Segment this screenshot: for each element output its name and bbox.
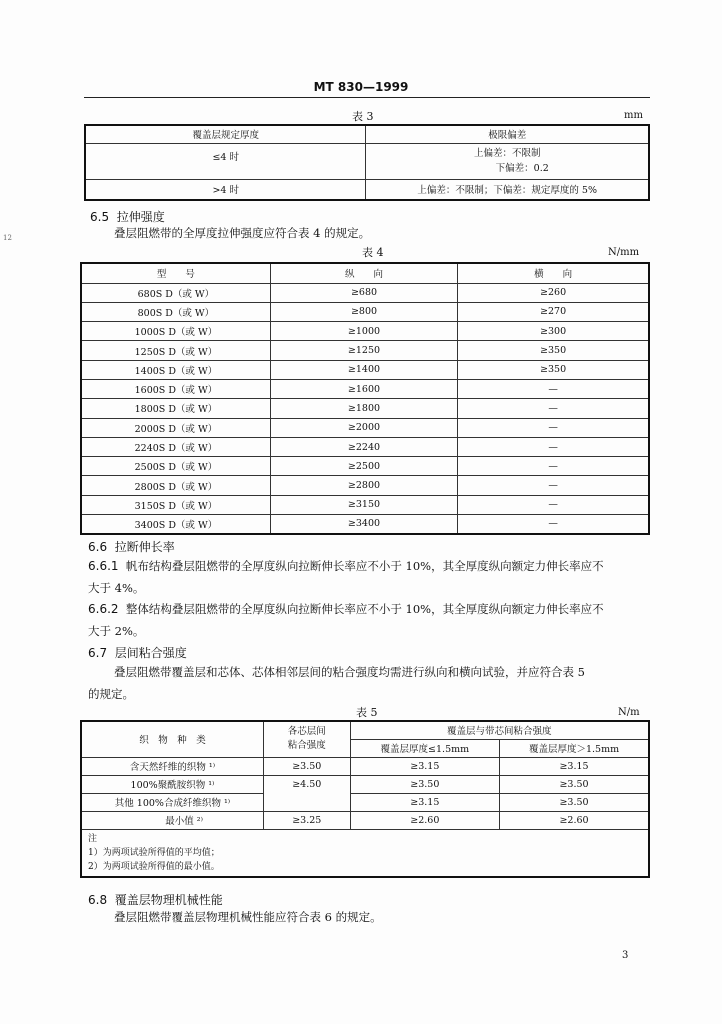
table4-cell-longitudinal: ≥1000	[270, 322, 457, 341]
table3-cell-deviation	[366, 143, 649, 179]
table5-cell-thick: ≥3.50	[500, 775, 649, 793]
table5-cell-layer: ≥3.50	[263, 757, 350, 775]
table4-cell-longitudinal: ≥3400	[270, 515, 457, 534]
table4-cell-transverse: ≥300	[458, 322, 649, 341]
table-row	[81, 360, 649, 379]
table4-cell-transverse: —	[458, 418, 649, 437]
table5-cell-thin: ≥3.15	[350, 757, 499, 775]
table-row	[81, 495, 649, 514]
table5-note-heading: 注	[88, 833, 98, 844]
section-6-7-line2: 的规定。	[88, 687, 134, 701]
table5-notes	[81, 829, 649, 877]
table4-cell-longitudinal: ≥800	[270, 302, 457, 321]
table5-unit: N/m	[618, 707, 640, 718]
table-row	[81, 793, 649, 811]
section-6-6-1-line1: 帆布结构叠层阻燃带的全厚度纵向拉断伸长率应不小于 10%，其全厚度纵向额定力伸长率应不	[125, 559, 604, 573]
table4-cell-transverse: —	[458, 515, 649, 534]
table4-cell-longitudinal: ≥1800	[270, 399, 457, 418]
table3-header-thickness: 覆盖层规定厚度	[85, 125, 366, 143]
table5-note-1: 1）为两项试验所得值的平均值；	[88, 847, 220, 858]
section-6-6-1	[88, 555, 648, 599]
table5-cell-fabric: 其他 100%合成纤维织物 ¹⁾	[81, 793, 263, 811]
table4-cell-model: 1250S D（或 W）	[81, 341, 270, 360]
table4-cell-model: 800S D（或 W）	[81, 302, 270, 321]
table4-cell-model: 3400S D（或 W）	[81, 515, 270, 534]
table3-cell-thickness: ≤4 时	[85, 143, 366, 179]
table4-caption: 表 4	[362, 246, 384, 259]
table4-cell-longitudinal: ≥2000	[270, 418, 457, 437]
table-row	[81, 283, 649, 302]
table3-header-deviation: 极限偏差	[366, 125, 649, 143]
section-6-6-heading	[88, 538, 175, 555]
table-row	[81, 302, 649, 321]
section-6-7-heading	[88, 644, 187, 661]
table5-cell-thick: ≥3.15	[500, 757, 649, 775]
page-number: 3	[622, 950, 629, 961]
section-6-6-2	[88, 598, 648, 642]
table4-cell-transverse: ≥260	[458, 283, 649, 302]
table4-cell-longitudinal: ≥2500	[270, 457, 457, 476]
header-rule	[84, 97, 650, 98]
section-6-8-text: 叠层阻燃带覆盖层物理机械性能应符合表 6 的规定。	[114, 910, 382, 924]
section-6-7-text	[88, 661, 648, 705]
section-number: 6.8	[88, 893, 108, 907]
table5-cell-layer: ≥3.25	[263, 811, 350, 829]
table-row	[81, 437, 649, 456]
table4-cell-transverse: —	[458, 457, 649, 476]
table4-cell-transverse: —	[458, 379, 649, 398]
section-6-6-2-line1: 整体结构叠层阻燃带的全厚度纵向拉断伸长率应不小于 10%，其全厚度纵向额定力伸长率应不	[125, 602, 604, 616]
table-row	[85, 179, 649, 200]
table5-header-layer	[263, 721, 350, 757]
section-number: 6.6	[88, 540, 108, 554]
table-row	[81, 457, 649, 476]
standard-code: MT 830—1999	[313, 80, 409, 94]
table4-cell-longitudinal: ≥1600	[270, 379, 457, 398]
table4-cell-model: 2000S D（或 W）	[81, 418, 270, 437]
table3	[84, 124, 650, 201]
table4-cell-model: 2800S D（或 W）	[81, 476, 270, 495]
table4-cell-model: 2240S D（或 W）	[81, 437, 270, 456]
table3-cell-thickness: >4 时	[85, 179, 366, 200]
table-row	[81, 757, 649, 775]
margin-mark: 12	[3, 234, 12, 242]
section-number: 6.7	[88, 646, 108, 660]
table-row	[81, 811, 649, 829]
table4-cell-model: 2500S D（或 W）	[81, 457, 270, 476]
table5-cell-fabric: 100%聚酰胺织物 ¹⁾	[81, 775, 263, 793]
table5-cell-thin: ≥3.50	[350, 775, 499, 793]
section-title: 拉伸强度	[116, 210, 165, 224]
table4-cell-longitudinal: ≥1250	[270, 341, 457, 360]
table3-unit: mm	[624, 110, 643, 121]
section-6-6-1-line2: 大于 4%。	[88, 581, 145, 595]
table5-cell-layer: ≥4.50	[263, 775, 350, 811]
section-6-5-text: 叠层阻燃带的全厚度拉伸强度应符合表 4 的规定。	[114, 226, 371, 240]
section-number: 6.6.2	[88, 602, 119, 616]
table-row	[81, 341, 649, 360]
table5-cell-fabric: 最小值 ²⁾	[81, 811, 263, 829]
table-row	[81, 322, 649, 341]
table4-cell-model: 1600S D（或 W）	[81, 379, 270, 398]
table4-cell-transverse: —	[458, 399, 649, 418]
table5	[80, 720, 650, 878]
table4-header-longitudinal: 纵 向	[270, 263, 457, 283]
table3-deviation-line2: 下偏差：0.2	[495, 163, 549, 174]
section-number: 6.6.1	[88, 559, 119, 573]
table4-cell-longitudinal: ≥680	[270, 283, 457, 302]
table4-cell-longitudinal: ≥2800	[270, 476, 457, 495]
section-title: 拉断伸长率	[114, 540, 175, 554]
section-6-6-2-line2: 大于 2%。	[88, 624, 145, 638]
table4-cell-transverse: —	[458, 476, 649, 495]
table4-cell-model: 680S D（或 W）	[81, 283, 270, 302]
table5-cell-fabric: 含天然纤维的织物 ¹⁾	[81, 757, 263, 775]
table5-cell-thick: ≥3.50	[500, 793, 649, 811]
table5-caption: 表 5	[356, 706, 378, 719]
table-row	[81, 418, 649, 437]
table5-header-cover: 覆盖层与带芯间粘合强度	[350, 721, 649, 739]
table4-header-model: 型 号	[81, 263, 270, 283]
table5-note-2: 2）为两项试验所得值的最小值。	[88, 861, 220, 872]
table-row	[81, 379, 649, 398]
table-row	[81, 775, 649, 793]
table3-cell-deviation: 上偏差：不限制；下偏差：规定厚度的 5%	[366, 179, 649, 200]
table-row	[81, 476, 649, 495]
table4-cell-transverse: —	[458, 437, 649, 456]
table5-header-layer-line2: 粘合强度	[287, 740, 326, 752]
table5-header-thin: 覆盖层厚度≤1.5mm	[350, 739, 499, 757]
table4-cell-transverse: ≥350	[458, 360, 649, 379]
table4-cell-model: 1800S D（或 W）	[81, 399, 270, 418]
section-6-7-line1: 叠层阻燃带覆盖层和芯体、芯体相邻层间的粘合强度均需进行纵向和横向试验，并应符合表 5	[114, 665, 585, 679]
section-title: 覆盖层物理机械性能	[114, 893, 223, 907]
table3-deviation-line1: 上偏差：不限制	[473, 148, 541, 159]
table4-cell-transverse: ≥270	[458, 302, 649, 321]
table4-header-transverse: 横 向	[458, 263, 649, 283]
table4-cell-model: 3150S D（或 W）	[81, 495, 270, 514]
table-row	[85, 143, 649, 179]
section-title: 层间粘合强度	[114, 646, 187, 660]
table5-cell-thick: ≥2.60	[500, 811, 649, 829]
table5-cell-thin: ≥3.15	[350, 793, 499, 811]
table4-cell-model: 1400S D（或 W）	[81, 360, 270, 379]
table4-cell-transverse: —	[458, 495, 649, 514]
table-row	[81, 399, 649, 418]
table3-caption: 表 3	[352, 110, 374, 123]
table5-header-thick: 覆盖层厚度＞1.5mm	[500, 739, 649, 757]
table5-header-layer-line1: 各芯层间	[287, 726, 326, 738]
table4-cell-transverse: ≥350	[458, 341, 649, 360]
table4-cell-longitudinal: ≥2240	[270, 437, 457, 456]
table5-header-fabric: 织 物 种 类	[81, 721, 263, 757]
section-number: 6.5	[90, 210, 110, 224]
table5-cell-thin: ≥2.60	[350, 811, 499, 829]
table-row	[81, 515, 649, 534]
table4-cell-longitudinal: ≥3150	[270, 495, 457, 514]
table4-cell-model: 1000S D（或 W）	[81, 322, 270, 341]
table4-cell-longitudinal: ≥1400	[270, 360, 457, 379]
table4	[80, 262, 650, 535]
table4-unit: N/mm	[608, 247, 640, 258]
